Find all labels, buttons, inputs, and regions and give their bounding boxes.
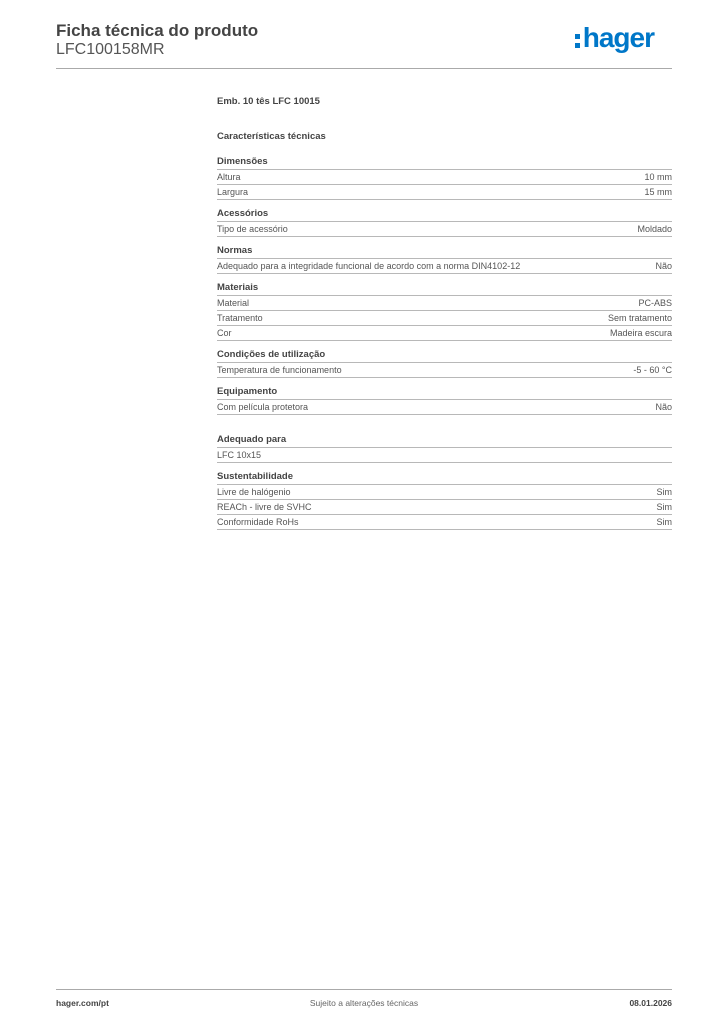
spec-row — [217, 259, 672, 274]
section-title: Adequado para — [217, 434, 672, 448]
spec-label: Tratamento — [217, 313, 263, 323]
spec-label: Livre de halógenio — [217, 487, 291, 497]
spec-value: Madeira escura — [609, 328, 672, 338]
section-title: Normas — [217, 245, 672, 259]
spec-row — [217, 500, 672, 515]
section-equipamento — [217, 386, 672, 415]
spec-label: Com película protetora — [217, 402, 309, 412]
spec-row — [217, 448, 672, 463]
spec-value: Sim — [656, 487, 672, 497]
section-dimensoes — [217, 156, 672, 200]
document-header — [56, 20, 672, 70]
footer-website-link[interactable]: hager.com/pt — [56, 998, 109, 1008]
spec-value: Sim — [656, 502, 672, 512]
footer-divider — [56, 989, 672, 990]
hager-logo — [575, 22, 654, 54]
section-title: Acessórios — [217, 208, 672, 222]
section-sustentabilidade — [217, 471, 672, 530]
spec-label: Material — [217, 298, 250, 308]
product-description: Emb. 10 tês LFC 10015 — [217, 96, 320, 107]
spec-value: Não — [655, 402, 672, 412]
logo-text: hager — [582, 22, 654, 53]
spec-row — [217, 170, 672, 185]
section-adequado-para — [217, 434, 672, 463]
spec-row — [217, 400, 672, 415]
spec-label: Adequado para a integridade funcional de acordo com a norma DIN4102-12 — [217, 261, 521, 271]
spec-value: Moldado — [637, 224, 672, 234]
section-condicoes-utilizacao — [217, 349, 672, 378]
footer-disclaimer: Sujeito a alterações técnicas — [309, 998, 419, 1008]
spec-label: Cor — [217, 328, 232, 338]
spec-label: LFC 10x15 — [217, 450, 262, 460]
spec-row — [217, 326, 672, 341]
spec-row — [217, 485, 672, 500]
section-title: Materiais — [217, 282, 672, 296]
footer-date: 08.01.2026 — [629, 998, 672, 1008]
section-normas — [217, 245, 672, 274]
spec-row — [217, 515, 672, 530]
spec-label: Largura — [217, 187, 249, 197]
section-title: Sustentabilidade — [217, 471, 672, 485]
spec-row — [217, 185, 672, 200]
spec-value: Sim — [656, 517, 672, 527]
spec-value: Não — [655, 261, 672, 271]
spec-value: Sem tratamento — [607, 313, 672, 323]
spec-row — [217, 222, 672, 237]
product-reference: LFC100158MR — [56, 41, 165, 58]
spec-value: 10 mm — [644, 172, 672, 182]
logo-dots-icon — [575, 34, 580, 48]
header-divider — [56, 68, 672, 69]
spec-row — [217, 296, 672, 311]
section-acessorios — [217, 208, 672, 237]
technical-characteristics-heading: Características técnicas — [217, 131, 326, 142]
spec-row — [217, 311, 672, 326]
spec-content — [217, 95, 672, 538]
section-title: Condições de utilização — [217, 349, 672, 363]
spec-label: Temperatura de funcionamento — [217, 365, 342, 375]
spec-label: REACh - livre de SVHC — [217, 502, 312, 512]
document-footer — [56, 996, 672, 1010]
document-title: Ficha técnica do produto — [56, 21, 259, 40]
section-materiais — [217, 282, 672, 341]
spec-value: -5 - 60 °C — [633, 365, 672, 375]
spec-value: PC-ABS — [638, 298, 672, 308]
section-title: Equipamento — [217, 386, 672, 400]
section-title: Dimensões — [217, 156, 672, 170]
spec-label: Tipo de acessório — [217, 224, 288, 234]
spec-row — [217, 363, 672, 378]
spec-label: Altura — [217, 172, 241, 182]
spec-label: Conformidade RoHs — [217, 517, 299, 527]
spec-value: 15 mm — [644, 187, 672, 197]
